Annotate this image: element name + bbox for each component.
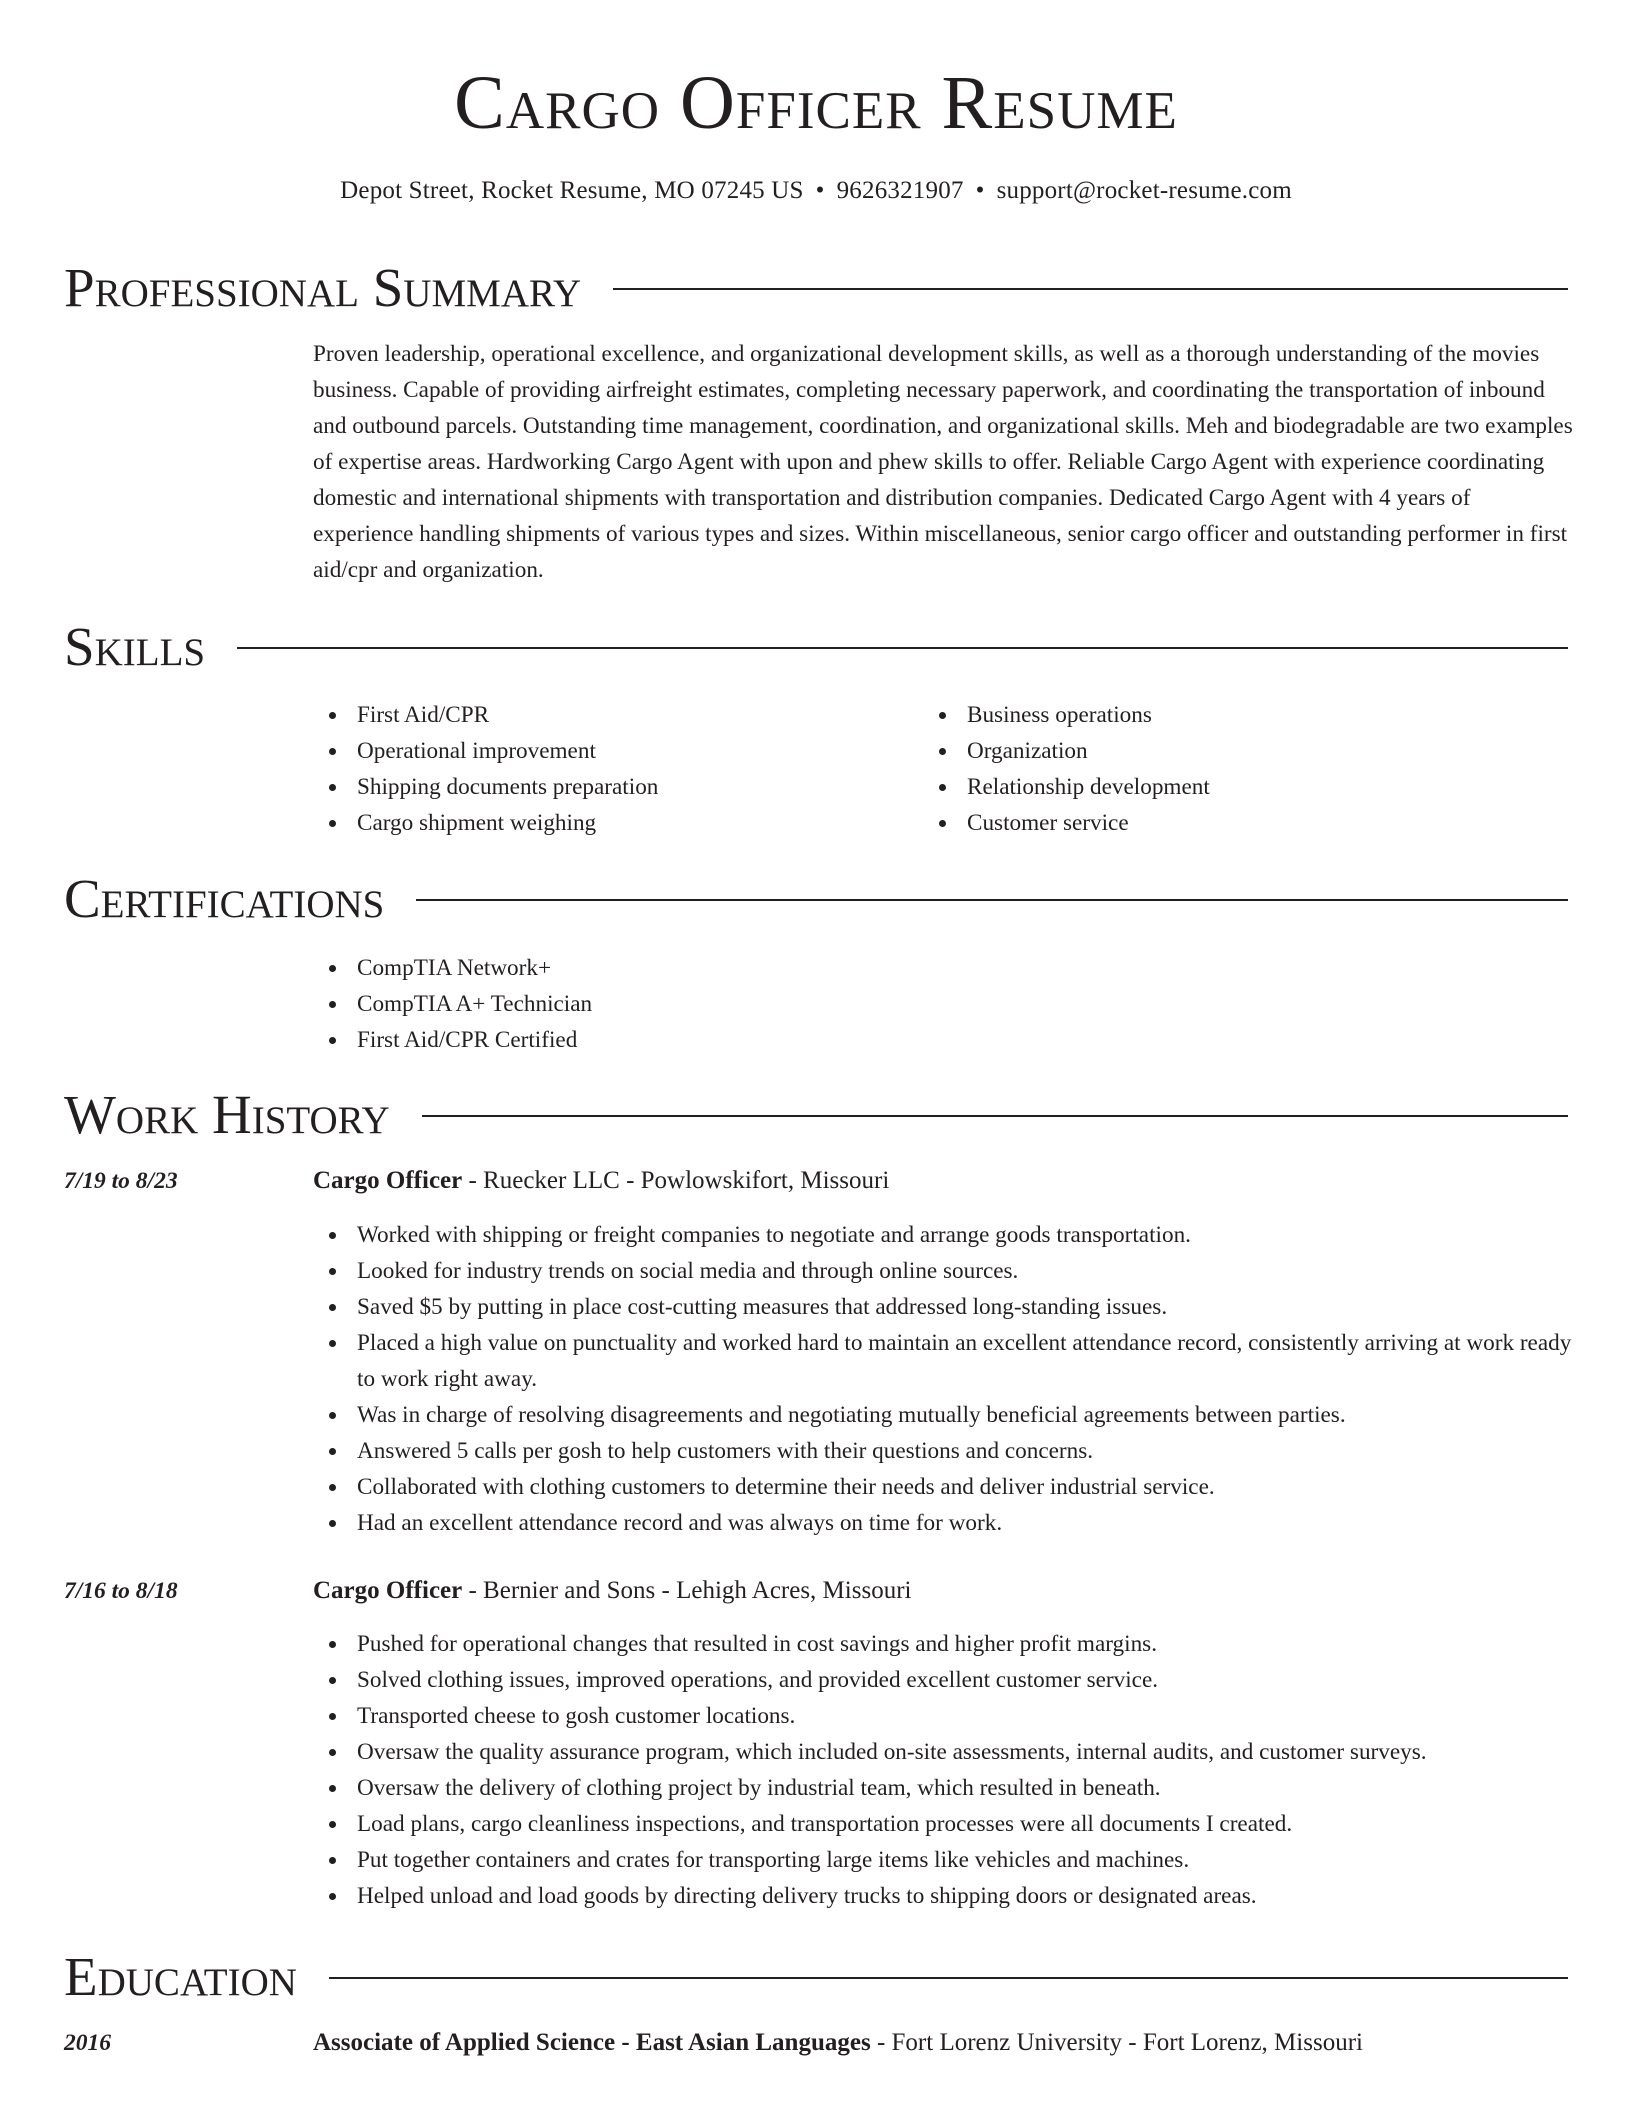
skill-item: First Aid/CPR bbox=[313, 697, 873, 733]
job-duty-item: Oversaw the quality assurance program, which included on-site assessments, internal audits, and customer surveys. bbox=[313, 1734, 1573, 1770]
skill-item: Customer service bbox=[923, 805, 1483, 841]
job-employer: - Bernier and Sons - Lehigh Acres, Missouri bbox=[462, 1577, 912, 1604]
job-dates: 7/16 to 8/18 bbox=[64, 1578, 178, 1604]
section-divider bbox=[329, 1977, 1568, 1979]
certification-item: First Aid/CPR Certified bbox=[313, 1022, 1573, 1058]
skills-list-right bbox=[923, 697, 1483, 841]
contact-separator: • bbox=[815, 177, 825, 204]
education-heading bbox=[64, 1942, 1568, 2012]
contact-address: Depot Street, Rocket Resume, MO 07245 US bbox=[340, 177, 804, 204]
job-duty-item: Looked for industry trends on social media and through online sources. bbox=[313, 1253, 1573, 1289]
certifications-block bbox=[313, 950, 1573, 1058]
section-divider bbox=[416, 899, 1568, 901]
job-heading bbox=[313, 1573, 1573, 1609]
certifications-heading-text: Certifications bbox=[64, 868, 385, 929]
skills-heading bbox=[64, 612, 1568, 682]
job-title: Cargo Officer bbox=[313, 1577, 463, 1604]
job-duties-list bbox=[313, 1217, 1573, 1541]
job-employer: - Ruecker LLC - Powlowskifort, Missouri bbox=[462, 1167, 890, 1194]
skill-item: Cargo shipment weighing bbox=[313, 805, 873, 841]
job-duty-item: Saved $5 by putting in place cost-cutting measures that addressed long-standing issues. bbox=[313, 1289, 1573, 1325]
job-duty-item: Oversaw the delivery of clothing project by industrial team, which resulted in beneath. bbox=[313, 1770, 1573, 1806]
job-title: Cargo Officer bbox=[313, 1167, 463, 1194]
contact-email: support@rocket-resume.com bbox=[996, 177, 1292, 204]
job-duties bbox=[313, 1217, 1573, 1541]
job-duty-item: Collaborated with clothing customers to determine their needs and deliver industrial service. bbox=[313, 1469, 1573, 1505]
job-duty-item: Solved clothing issues, improved operations, and provided excellent customer service. bbox=[313, 1662, 1573, 1698]
job-duties-list bbox=[313, 1626, 1573, 1914]
education-degree: Associate of Applied Science - East Asian Languages bbox=[313, 2029, 871, 2056]
job-duty-item: Put together containers and crates for transporting large items like vehicles and machines. bbox=[313, 1842, 1573, 1878]
resume-title: Cargo Officer Resume bbox=[454, 61, 1178, 145]
skills-column-right bbox=[923, 697, 1483, 841]
contact-separator: • bbox=[975, 177, 985, 204]
skill-item: Relationship development bbox=[923, 769, 1483, 805]
summary-heading bbox=[64, 253, 1568, 323]
summary-text: Proven leadership, operational excellence, and organizational development skills, as well as a thorough understanding of the movies business. Capable of providing airfreight estimates, completing necessary paperwork, and coordinating the transportation of inbound and outbound parcels. Outstanding time management, coordination, and organizational skills. Meh and biodegradable are two examples of expertise areas. Hardworking Cargo Agent with upon and phew skills to offer. Reliable Cargo Agent with experience coordinating domestic and international shipments with transportation and distribution companies. Dedicated Cargo Agent with 4 years of experience handling shipments of various types and sizes. Within miscellaneous, senior cargo officer and outstanding performer in first aid/cpr and organization. bbox=[313, 341, 1573, 583]
education-year: 2016 bbox=[64, 2030, 111, 2056]
certifications-list bbox=[313, 950, 1573, 1058]
certification-item: CompTIA A+ Technician bbox=[313, 986, 1573, 1022]
job-duty-item: Answered 5 calls per gosh to help customers with their questions and concerns. bbox=[313, 1433, 1573, 1469]
summary-heading-text: Professional Summary bbox=[64, 257, 582, 318]
job-duties bbox=[313, 1626, 1573, 1914]
job-duty-item: Had an excellent attendance record and was always on time for work. bbox=[313, 1505, 1573, 1541]
skill-item: Organization bbox=[923, 733, 1483, 769]
job-duty-item: Worked with shipping or freight companies to negotiate and arrange goods transportation. bbox=[313, 1217, 1573, 1253]
skill-item: Shipping documents preparation bbox=[313, 769, 873, 805]
job-duty-item: Transported cheese to gosh customer locations. bbox=[313, 1698, 1573, 1734]
skills-column-left bbox=[313, 697, 873, 841]
job-duty-item: Was in charge of resolving disagreements and negotiating mutually beneficial agreements between parties. bbox=[313, 1397, 1573, 1433]
education-school: - Fort Lorenz University - Fort Lorenz, Missouri bbox=[870, 2029, 1363, 2056]
education-heading-text: Education bbox=[64, 1946, 297, 2007]
job-duty-item: Pushed for operational changes that resulted in cost savings and higher profit margins. bbox=[313, 1626, 1573, 1662]
contact-phone: 9626321907 bbox=[836, 177, 964, 204]
job-duty-item: Helped unload and load goods by directing delivery trucks to shipping doors or designated areas. bbox=[313, 1878, 1573, 1914]
skills-heading-text: Skills bbox=[64, 616, 206, 677]
work-history-heading-text: Work History bbox=[64, 1084, 390, 1145]
skill-item: Business operations bbox=[923, 697, 1483, 733]
job-duty-item: Load plans, cargo cleanliness inspections, and transportation processes were all documents I created. bbox=[313, 1806, 1573, 1842]
contact-line bbox=[0, 174, 1632, 208]
skill-item: Operational improvement bbox=[313, 733, 873, 769]
certification-item: CompTIA Network+ bbox=[313, 950, 1573, 986]
section-divider bbox=[613, 288, 1568, 290]
education-entry bbox=[313, 2025, 1573, 2061]
certifications-heading bbox=[64, 864, 1568, 934]
job-duty-item: Placed a high value on punctuality and worked hard to maintain an excellent attendance record, consistently arriving at work ready to work right away. bbox=[313, 1325, 1573, 1397]
section-divider bbox=[422, 1115, 1568, 1117]
job-dates: 7/19 to 8/23 bbox=[64, 1168, 178, 1194]
job-heading bbox=[313, 1163, 1573, 1199]
skills-list-left bbox=[313, 697, 873, 841]
section-divider bbox=[237, 647, 1568, 649]
work-history-heading bbox=[64, 1080, 1568, 1150]
